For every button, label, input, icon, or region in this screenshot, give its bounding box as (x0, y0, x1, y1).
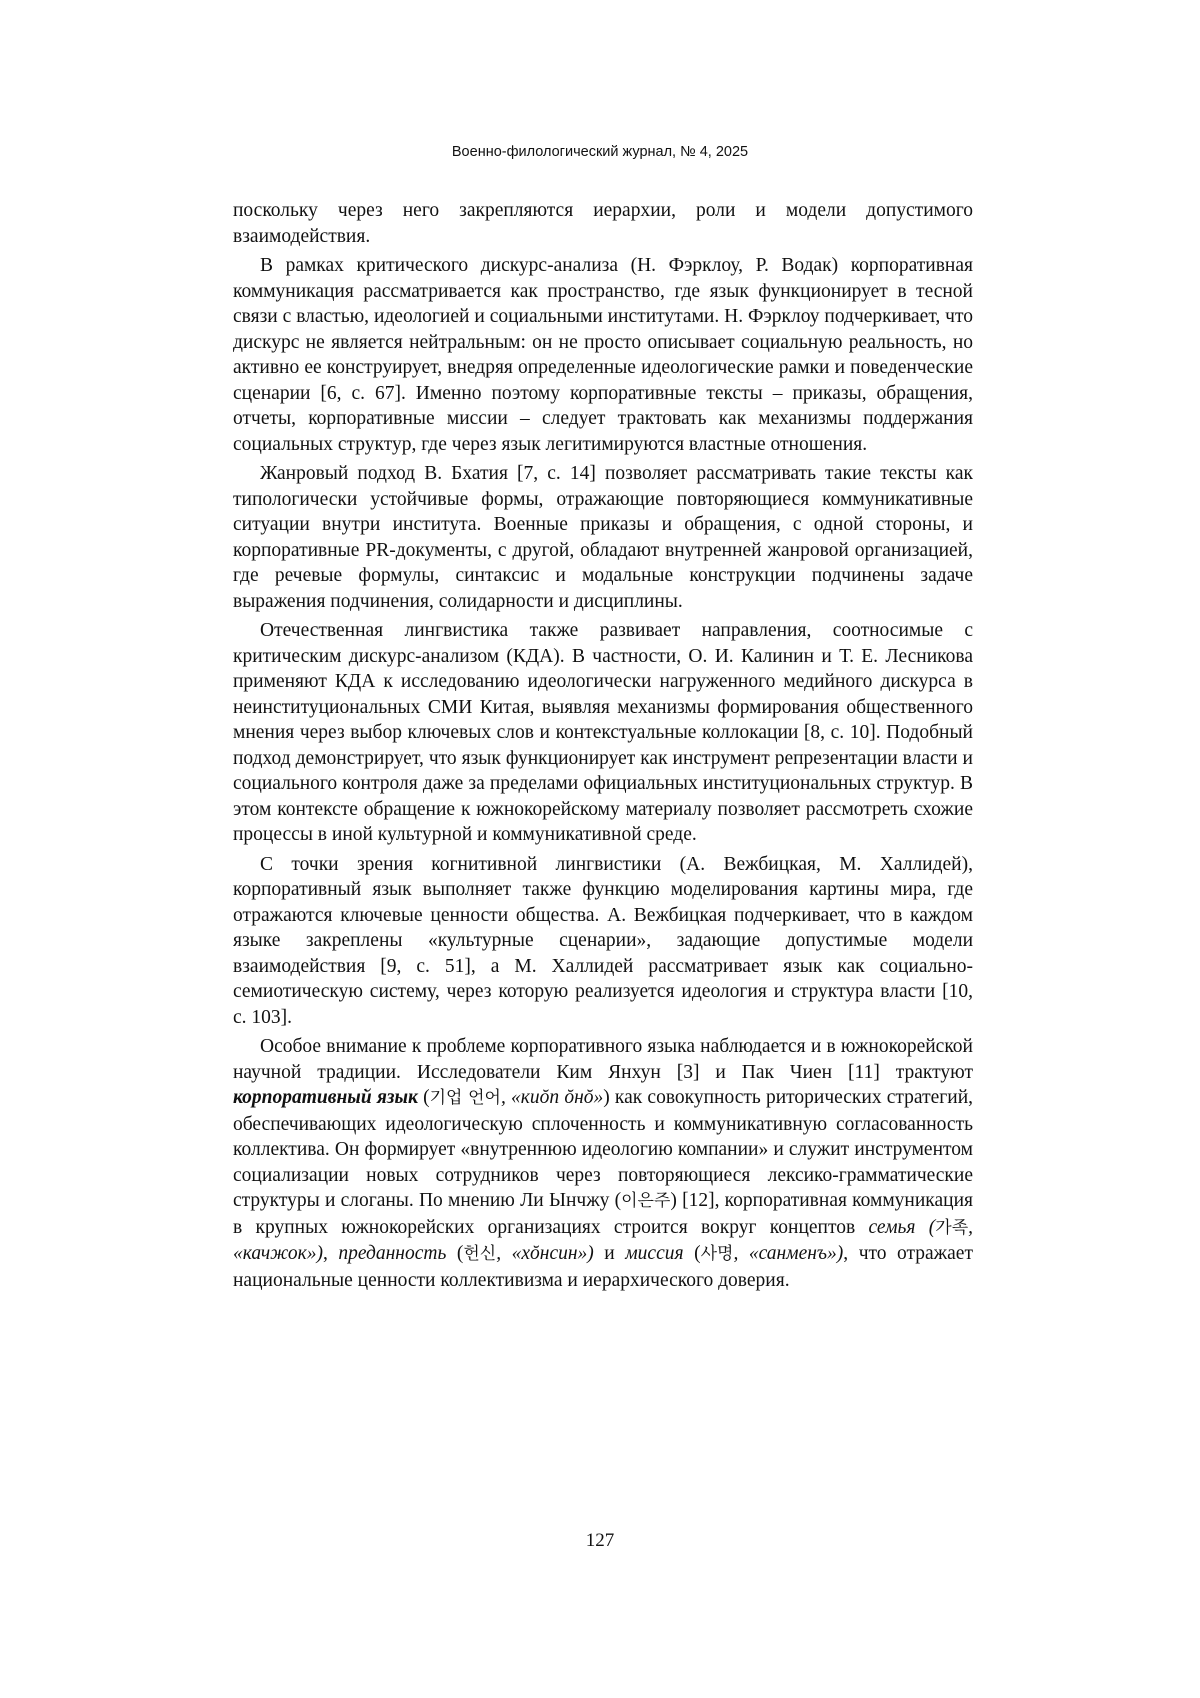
term-corporate-language: корпоративный язык (233, 1087, 418, 1108)
paragraph-korean-tradition (233, 1034, 973, 1293)
paragraph-domestic-linguistics: Отечественная лингвистика также развивает направления, соотносимые с критическим дискурс-анализом (КДА). В частности, О. И. Калинин и Т. Е. Лесникова применяют КДА к исследованию идеологически нагруженного медийного дискурса в неинституциональных СМИ Китая, выявляя механизмы формирования общественного мнения через выбор ключевых слов и контекстуальные коллокации [8, с. 10]. Подобный подход демонстрирует, что язык функционирует как инструмент репрезентации власти и социального контроля даже за пределами официальных институциональных структур. В этом контексте обращение к южнокорейскому материалу позволяет рассмотреть схожие процессы в иной культурной и коммуникативной среде. (233, 620, 973, 845)
article-body (233, 198, 973, 1297)
page-number: 127 (585, 1530, 615, 1551)
transliteration: , «киŏп ŏнŏ» (500, 1087, 604, 1108)
paragraph-cognitive-linguistics: С точки зрения когнитивной лингвистики (А. Вежбицкая, М. Халлидей), корпоративный язык выполняет также функцию моделирования картины мира, где отражаются ключевые ценности общества. А. Вежбицкая подчеркивает, что в каждом языке закреплены «культурные сценарии», задающие допустимые модели взаимодействия [9, с. 51], а М. Халлидей рассматривает язык как социально-семиотическую систему, через которую реализуется идеология и структура власти [10, с. 103]. (233, 853, 973, 1028)
transliteration: , «санменъ») (733, 1243, 844, 1264)
text-run: Особое внимание к проблеме корпоративного языка наблюдается и в южнокорейской научной традиции. Исследователи Ким Янхун [3] и Пак Чиен [11] трактуют (233, 1036, 973, 1083)
text-run: ( (683, 1243, 701, 1264)
running-header: Военно-филологический журнал, № 4, 2025 (451, 144, 749, 160)
korean-term: 가족 (935, 1217, 969, 1238)
transliteration: , «хŏнсин») (496, 1243, 594, 1264)
korean-term: 사명 (700, 1244, 734, 1264)
text-run: , что отражает национальные ценности коллективизма и иерархического доверия. (233, 1243, 973, 1291)
concept-mission: миссия (625, 1243, 684, 1264)
korean-author-name: 이은주 (621, 1191, 671, 1211)
transliteration: , «качжок») (233, 1216, 973, 1264)
text-run: , (322, 1243, 339, 1264)
korean-term: 헌신 (463, 1244, 497, 1264)
korean-term: 기업 언어 (429, 1088, 501, 1108)
text-run: ( (417, 1087, 430, 1108)
text-run: и (593, 1243, 626, 1264)
text-run: ) [12], корпоративная коммуникация в крупных южнокорейских организациях строится вокруг концептов (233, 1190, 973, 1238)
paragraph-genre-approach: Жанровый подход В. Бхатия [7, с. 14] позволяет рассматривать такие тексты как типологически устойчивые формы, отражающие повторяющиеся коммуникативные ситуации внутри института. Военные приказы и обращения, с одной стороны, и корпоративные PR-документы, с другой, обладают внутренней жанровой организацией, где речевые формулы, синтаксис и модальные конструкции подчинены задаче выражения подчинения, солидарности и дисциплины. (233, 463, 973, 612)
paragraph-continuation: поскольку через него закрепляются иерархии, роли и модели допустимого взаимодействия. (233, 200, 973, 247)
paragraph-critical-discourse: В рамках критического дискурс-анализа (Н. Фэрклоу, Р. Водак) корпоративная коммуникация рассматривается как пространство, где язык функционирует в тесной связи с властью, идеологией и социальными институтами. Н. Фэрклоу подчеркивает, что дискурс не является нейтральным: он не просто описывает социальную реальность, но активно ее конструирует, внедряя определенные идеологические рамки и поведенческие сценарии [6, с. 67]. Именно поэтому корпоративные тексты – приказы, обращения, отчеты, корпоративные миссии – следует трактовать как механизмы поддержания социальных структур, где через язык легитимируются властные отношения. (233, 255, 973, 455)
concept-devotion: преданность (338, 1243, 447, 1264)
text-run: ( (446, 1243, 464, 1264)
concept-family: семья ( (868, 1216, 936, 1238)
text-run: ) как совокупность риторических стратегий, обеспечивающих идеологическую сплоченность и коммуникативную согласованность коллектива. Он формирует «внутреннюю идеологию компании» и служит инструментом социализации новых сотрудников через повторяющиеся лексико-грамматические структуры и слоганы. По мнению Ли Ынчжу ( (233, 1087, 974, 1211)
